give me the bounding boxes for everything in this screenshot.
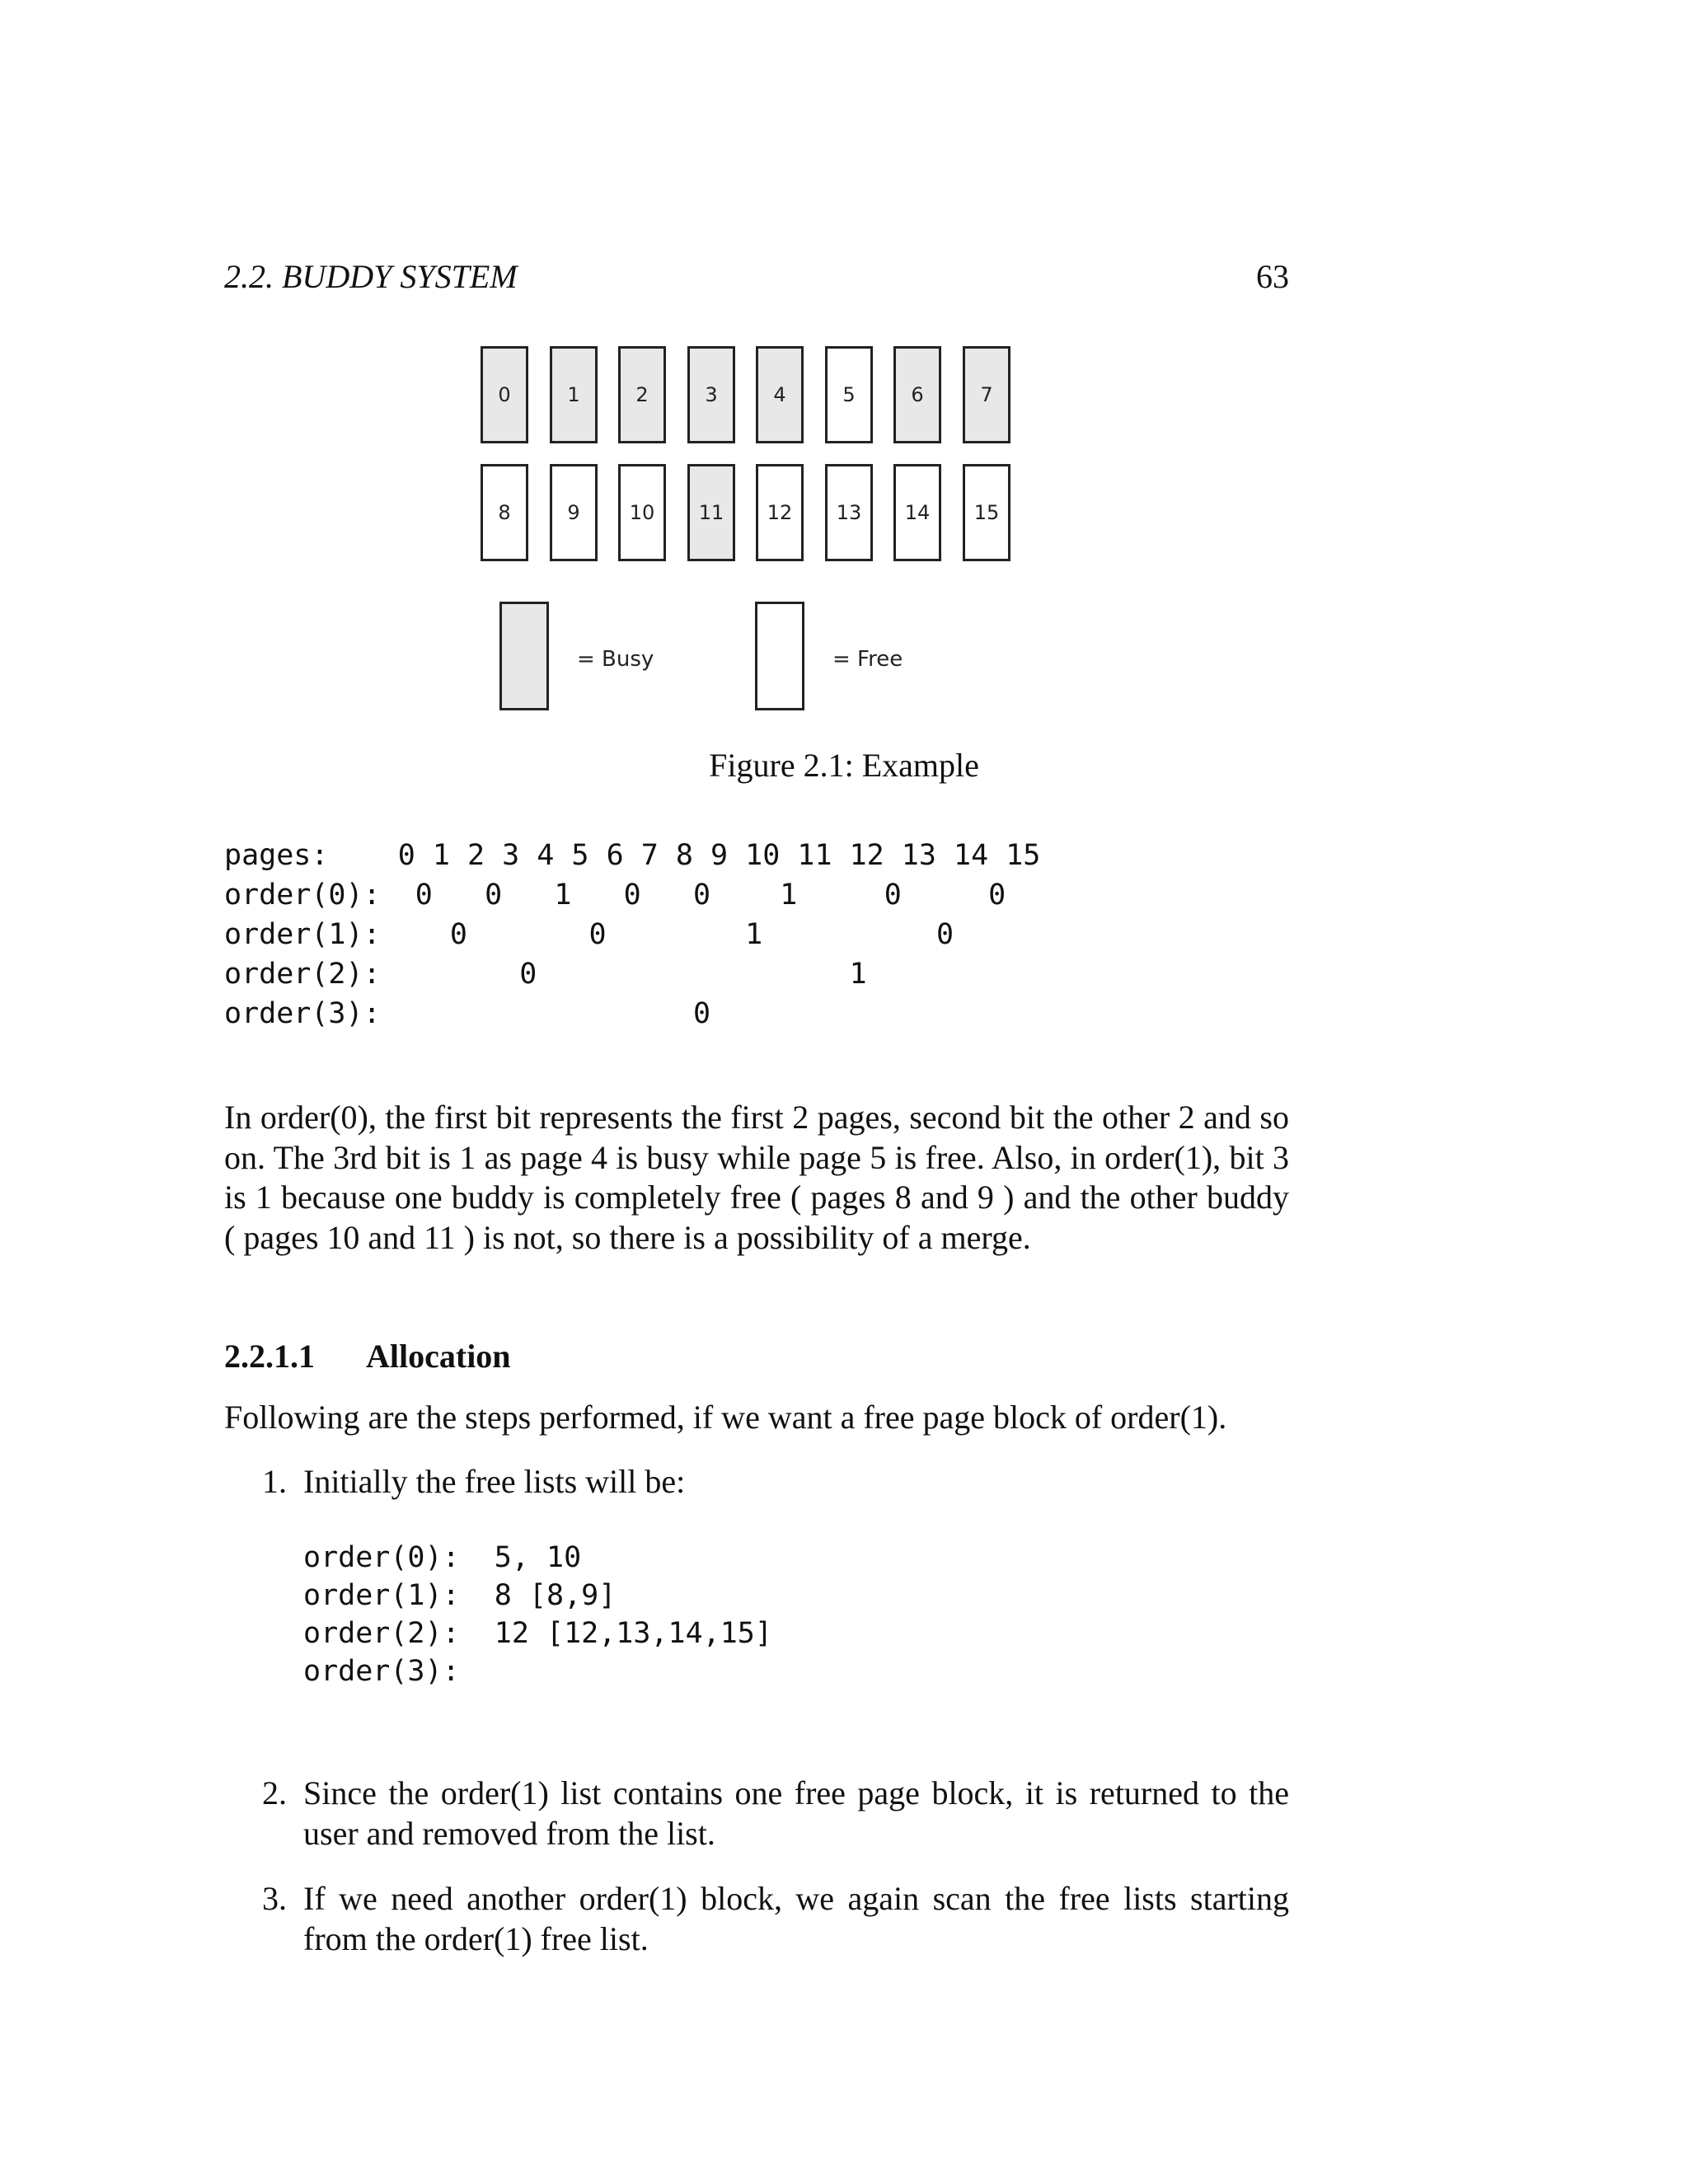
bitmap-row-order3: order(3): 0 xyxy=(224,997,711,1030)
intro-paragraph: Following are the steps performed, if we want a free page block of order(1). xyxy=(224,1399,1227,1436)
page-cell-10: 10 xyxy=(618,464,666,561)
running-head: 2.2. BUDDY SYSTEM xyxy=(224,258,518,295)
page-cell-11: 11 xyxy=(687,464,735,561)
list-item xyxy=(262,1879,1289,1959)
list-number: 3. xyxy=(262,1880,287,1917)
page-cell-5: 5 xyxy=(825,346,873,443)
figure-caption: Figure 2.1: Example xyxy=(709,747,979,784)
page-number: 63 xyxy=(1256,258,1289,295)
page-cell-0: 0 xyxy=(481,346,528,443)
bitmap-row-order2: order(2): 0 1 xyxy=(224,958,867,991)
bitmap-row-pages: pages: 0 1 2 3 4 5 6 7 8 9 10 11 12 13 14 15 xyxy=(224,839,1041,872)
page-header xyxy=(224,257,1289,307)
page-cell-12: 12 xyxy=(756,464,804,561)
bitmap-row-order0: order(0): 0 0 1 0 0 1 0 0 xyxy=(224,879,1006,912)
page-cell-9: 9 xyxy=(550,464,598,561)
section-number: 2.2.1.1 xyxy=(224,1338,315,1375)
page-cell-8: 8 xyxy=(481,464,528,561)
legend-busy-swatch xyxy=(499,602,549,710)
list-item xyxy=(262,1462,1289,1502)
list-text: If we need another order(1) block, we again scan the free lists starting from the order(1) free list. xyxy=(303,1880,1289,1957)
page-cell-13: 13 xyxy=(825,464,873,561)
page-cell-2: 2 xyxy=(618,346,666,443)
page-cell-3: 3 xyxy=(687,346,735,443)
list-text: Initially the free lists will be: xyxy=(303,1463,686,1500)
page-cell-15: 15 xyxy=(963,464,1010,561)
list-number: 2. xyxy=(262,1774,287,1811)
page-cell-4: 4 xyxy=(756,346,804,443)
legend-free-label: = Free xyxy=(832,647,903,672)
free-list-order0: order(0): 5, 10 xyxy=(303,1541,582,1574)
page-cell-6: 6 xyxy=(893,346,941,443)
section-title: Allocation xyxy=(366,1338,511,1375)
page-cell-7: 7 xyxy=(963,346,1010,443)
page-cell-14: 14 xyxy=(893,464,941,561)
explanation-paragraph: In order(0), the first bit represents the first 2 pages, second bit the other 2 and so on. The 3rd bit is 1 as page 4 is busy while page 5 is free. Also, in order(1), bit 3 is 1 because one buddy is completely free ( pages 8 and 9 ) and the other buddy ( pages 10 and 11 ) is not, so there is a possibility of a merge. xyxy=(224,1099,1289,1256)
list-text: Since the order(1) list contains one free page block, it is returned to the user and removed from the list. xyxy=(303,1774,1289,1852)
legend-busy-label: = Busy xyxy=(577,647,654,672)
section-heading xyxy=(224,1337,511,1376)
free-list-order2: order(2): 12 [12,13,14,15] xyxy=(303,1617,772,1650)
list-number: 1. xyxy=(262,1463,287,1500)
bitmap-row-order1: order(1): 0 0 1 0 xyxy=(224,918,954,951)
list-item xyxy=(262,1774,1289,1854)
free-list-order3: order(3): xyxy=(303,1655,460,1688)
free-list-order1: order(1): 8 [8,9] xyxy=(303,1579,617,1612)
page-cell-1: 1 xyxy=(550,346,598,443)
legend-free-swatch xyxy=(755,602,804,710)
